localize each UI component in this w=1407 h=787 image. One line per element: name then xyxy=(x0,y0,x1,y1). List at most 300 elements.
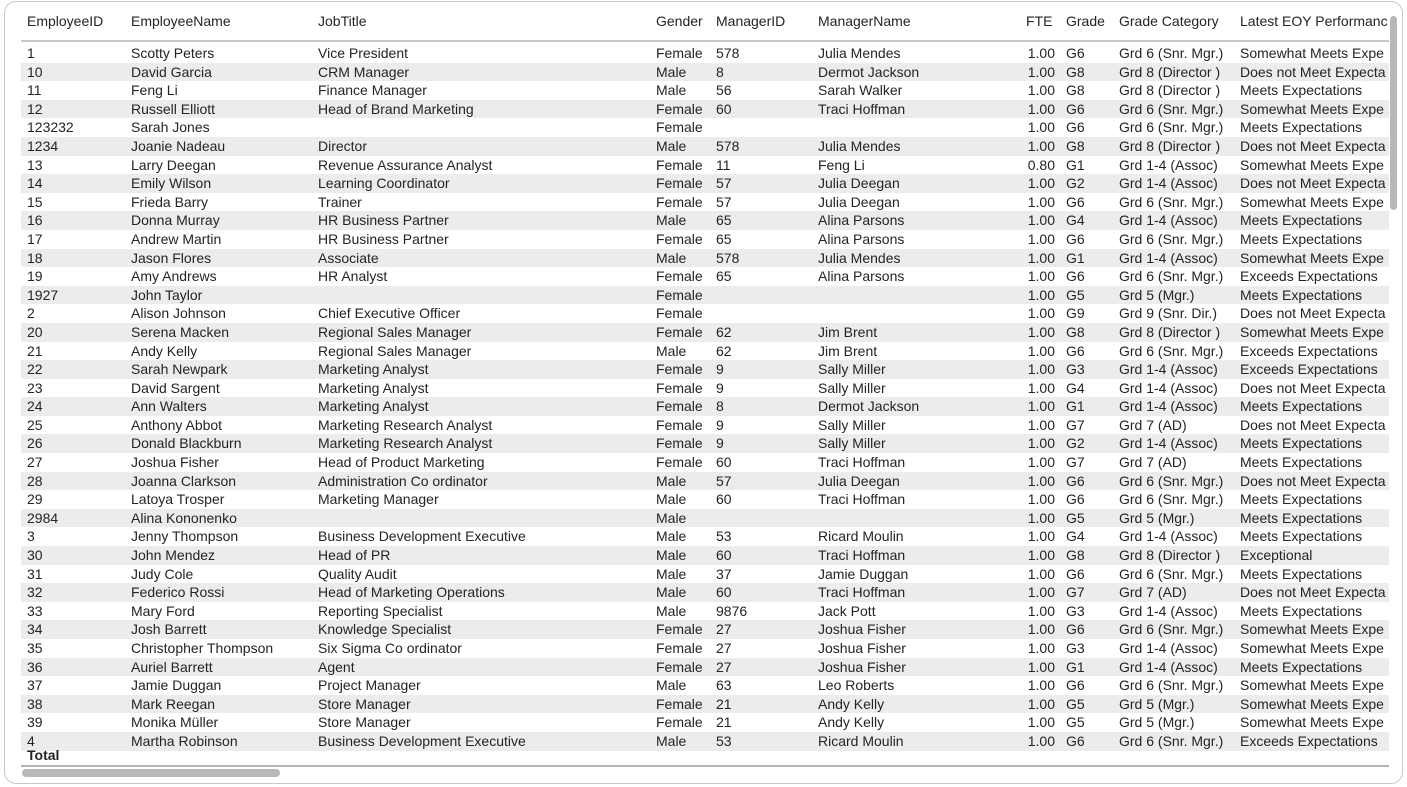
cell-fte: 1.00 xyxy=(1027,100,1055,117)
cell-employee-name: Monika Müller xyxy=(131,714,219,731)
cell-job-title: HR Analyst xyxy=(318,268,388,285)
cell-grade: G8 xyxy=(1066,63,1085,80)
cell-latest-eoy-performance: Somewhat Meets Expe xyxy=(1240,714,1384,731)
header-fte[interactable]: FTE xyxy=(1026,13,1053,29)
cell-manager-name: Traci Hoffman xyxy=(818,584,906,601)
table-row[interactable] xyxy=(21,44,1389,63)
table-row[interactable] xyxy=(21,676,1389,695)
cell-latest-eoy-performance: Somewhat Meets Expe xyxy=(1240,677,1384,694)
cell-manager-name: Jim Brent xyxy=(818,323,878,340)
cell-grade-category: Grd 6 (Snr. Mgr.) xyxy=(1119,732,1224,749)
cell-manager-name: Jack Pott xyxy=(818,602,876,619)
cell-employee-name: David Garcia xyxy=(131,63,212,80)
cell-gender: Female xyxy=(656,156,703,173)
cell-latest-eoy-performance: Meets Expectations xyxy=(1240,565,1363,582)
cell-grade: G1 xyxy=(1066,398,1085,415)
table-row[interactable] xyxy=(21,267,1389,286)
cell-manager-id: 56 xyxy=(716,82,732,99)
cell-manager-id: 60 xyxy=(716,454,732,471)
cell-fte: 1.00 xyxy=(1027,268,1055,285)
cell-grade-category: Grd 7 (AD) xyxy=(1119,584,1187,601)
cell-manager-id: 62 xyxy=(716,342,732,359)
cell-manager-id: 60 xyxy=(716,547,732,564)
cell-grade: G6 xyxy=(1066,342,1085,359)
cell-grade: G7 xyxy=(1066,584,1085,601)
table-row[interactable] xyxy=(21,193,1389,212)
header-manager-name[interactable]: ManagerName xyxy=(818,13,911,29)
cell-gender: Female xyxy=(656,454,703,471)
cell-employee-id: 20 xyxy=(27,323,43,340)
header-latest-eoy-performance[interactable]: Latest EOY Performanc xyxy=(1240,13,1388,29)
cell-latest-eoy-performance: Somewhat Meets Expe xyxy=(1240,45,1384,61)
cell-gender: Male xyxy=(656,565,687,582)
cell-employee-name: Russell Elliott xyxy=(131,100,216,117)
table-row[interactable] xyxy=(21,286,1389,305)
cell-gender: Female xyxy=(656,268,703,285)
cell-gender: Female xyxy=(656,323,703,340)
cell-latest-eoy-performance: Meets Expectations xyxy=(1240,435,1363,452)
cell-employee-name: Martha Robinson xyxy=(131,732,238,749)
cell-manager-id: 9 xyxy=(716,435,724,452)
cell-manager-name: Andy Kelly xyxy=(818,714,885,731)
cell-job-title: Head of Brand Marketing xyxy=(318,100,474,117)
cell-grade: G6 xyxy=(1066,230,1085,247)
cell-fte: 1.00 xyxy=(1027,230,1055,247)
cell-latest-eoy-performance: Meets Expectations xyxy=(1240,602,1363,619)
cell-gender: Female xyxy=(656,193,703,210)
cell-fte: 1.00 xyxy=(1027,528,1055,545)
cell-employee-name: Larry Deegan xyxy=(131,156,216,173)
cell-latest-eoy-performance: Meets Expectations xyxy=(1240,230,1363,247)
cell-grade: G4 xyxy=(1066,212,1085,229)
cell-grade-category: Grd 5 (Mgr.) xyxy=(1119,286,1195,303)
cell-manager-id: 65 xyxy=(716,212,732,229)
cell-fte: 1.00 xyxy=(1027,63,1055,80)
cell-grade-category: Grd 6 (Snr. Mgr.) xyxy=(1119,193,1224,210)
cell-latest-eoy-performance: Meets Expectations xyxy=(1240,398,1363,415)
cell-manager-name: Dermot Jackson xyxy=(818,398,920,415)
cell-manager-id: 27 xyxy=(716,658,732,675)
cell-job-title: Business Development Executive xyxy=(318,528,526,545)
cell-gender: Female xyxy=(656,640,703,656)
cell-grade-category: Grd 1-4 (Assoc) xyxy=(1119,212,1218,229)
cell-fte: 1.00 xyxy=(1027,137,1055,154)
cell-grade-category: Grd 6 (Snr. Mgr.) xyxy=(1119,119,1224,136)
cell-employee-id: 123232 xyxy=(27,119,74,136)
cell-manager-name: Traci Hoffman xyxy=(818,491,906,508)
cell-job-title: CRM Manager xyxy=(318,63,410,80)
cell-employee-name: Sarah Jones xyxy=(131,119,210,136)
cell-employee-id: 19 xyxy=(27,268,43,285)
cell-manager-name: Jim Brent xyxy=(818,342,878,359)
cell-manager-id: 53 xyxy=(716,732,732,749)
cell-latest-eoy-performance: Somewhat Meets Expe xyxy=(1240,249,1384,266)
cell-grade-category: Grd 6 (Snr. Mgr.) xyxy=(1119,100,1224,117)
cell-employee-name: Alison Johnson xyxy=(131,305,226,322)
table-row[interactable] xyxy=(21,342,1389,361)
cell-job-title: Regional Sales Manager xyxy=(318,323,472,340)
cell-latest-eoy-performance: Does not Meet Expecta xyxy=(1240,137,1386,154)
cell-manager-name: Traci Hoffman xyxy=(818,454,906,471)
cell-job-title: Marketing Research Analyst xyxy=(318,416,493,433)
cell-fte: 1.00 xyxy=(1027,45,1055,61)
cell-job-title: Store Manager xyxy=(318,695,411,712)
cell-grade-category: Grd 6 (Snr. Mgr.) xyxy=(1119,491,1224,508)
cell-grade: G1 xyxy=(1066,658,1085,675)
cell-fte: 1.00 xyxy=(1027,342,1055,359)
cell-gender: Male xyxy=(656,342,687,359)
cell-grade: G9 xyxy=(1066,305,1085,322)
table-row[interactable] xyxy=(21,174,1389,193)
cell-grade: G6 xyxy=(1066,472,1085,489)
total-row xyxy=(21,747,1389,767)
cell-gender: Male xyxy=(656,137,687,154)
cell-manager-id: 57 xyxy=(716,472,732,489)
cell-employee-id: 1 xyxy=(27,45,35,61)
cell-employee-id: 35 xyxy=(27,640,43,656)
table-row[interactable] xyxy=(21,565,1389,584)
cell-grade: G4 xyxy=(1066,528,1085,545)
cell-fte: 1.00 xyxy=(1027,305,1055,322)
cell-fte: 1.00 xyxy=(1027,602,1055,619)
cell-employee-id: 13 xyxy=(27,156,43,173)
cell-manager-name: Dermot Jackson xyxy=(818,63,920,80)
cell-job-title: Regional Sales Manager xyxy=(318,342,472,359)
cell-fte: 1.00 xyxy=(1027,658,1055,675)
cell-fte: 1.00 xyxy=(1027,286,1055,303)
cell-manager-name: Julia Mendes xyxy=(818,137,901,154)
cell-grade: G5 xyxy=(1066,714,1085,731)
cell-grade-category: Grd 5 (Mgr.) xyxy=(1119,714,1195,731)
table-row[interactable] xyxy=(21,63,1389,82)
table-row[interactable] xyxy=(21,100,1389,119)
cell-job-title: Head of Marketing Operations xyxy=(318,584,505,601)
cell-grade: G7 xyxy=(1066,416,1085,433)
cell-gender: Female xyxy=(656,100,703,117)
cell-manager-id: 27 xyxy=(716,640,732,656)
cell-manager-name: Feng Li xyxy=(818,156,865,173)
table-row[interactable] xyxy=(21,434,1389,453)
cell-employee-name: Latoya Trosper xyxy=(131,491,225,508)
cell-employee-id: 36 xyxy=(27,658,43,675)
table-header xyxy=(21,2,1389,42)
cell-latest-eoy-performance: Meets Expectations xyxy=(1240,509,1363,526)
cell-gender: Female xyxy=(656,175,703,192)
cell-fte: 1.00 xyxy=(1027,640,1055,656)
cell-employee-name: Jamie Duggan xyxy=(131,677,222,694)
cell-gender: Male xyxy=(656,491,687,508)
cell-grade: G6 xyxy=(1066,565,1085,582)
cell-employee-id: 3 xyxy=(27,528,35,545)
cell-latest-eoy-performance: Meets Expectations xyxy=(1240,454,1363,471)
cell-latest-eoy-performance: Somewhat Meets Expe xyxy=(1240,193,1384,210)
cell-fte: 1.00 xyxy=(1027,472,1055,489)
cell-manager-name: Sally Miller xyxy=(818,379,886,396)
cell-manager-name: Sarah Walker xyxy=(818,82,903,99)
table-row[interactable] xyxy=(21,713,1389,732)
cell-grade: G6 xyxy=(1066,119,1085,136)
table-row[interactable] xyxy=(21,527,1389,546)
cell-employee-name: Christopher Thompson xyxy=(131,640,274,656)
cell-gender: Female xyxy=(656,45,703,61)
cell-grade-category: Grd 9 (Snr. Dir.) xyxy=(1119,305,1218,322)
total-label: Total xyxy=(27,747,60,763)
cell-manager-id: 37 xyxy=(716,565,732,582)
cell-employee-id: 15 xyxy=(27,193,43,210)
table-row[interactable] xyxy=(21,583,1389,602)
cell-employee-id: 34 xyxy=(27,621,43,638)
table-row[interactable] xyxy=(21,472,1389,491)
cell-fte: 1.00 xyxy=(1027,379,1055,396)
table-row[interactable] xyxy=(21,156,1389,175)
cell-grade-category: Grd 5 (Mgr.) xyxy=(1119,695,1195,712)
cell-grade-category: Grd 1-4 (Assoc) xyxy=(1119,640,1218,656)
cell-job-title: HR Business Partner xyxy=(318,230,449,247)
table-row[interactable] xyxy=(21,509,1389,528)
cell-manager-id: 11 xyxy=(716,156,731,173)
header-employee-name[interactable]: EmployeeName xyxy=(131,13,231,29)
cell-employee-id: 18 xyxy=(27,249,43,266)
cell-grade: G8 xyxy=(1066,82,1085,99)
cell-manager-id: 65 xyxy=(716,230,732,247)
table-row[interactable] xyxy=(21,379,1389,398)
cell-latest-eoy-performance: Somewhat Meets Expe xyxy=(1240,695,1384,712)
cell-manager-id: 8 xyxy=(716,63,724,80)
cell-job-title: Administration Co ordinator xyxy=(318,472,488,489)
cell-manager-id: 21 xyxy=(716,695,732,712)
cell-grade: G2 xyxy=(1066,175,1085,192)
table-row[interactable] xyxy=(21,695,1389,714)
cell-employee-name: Joanie Nadeau xyxy=(131,137,226,154)
cell-gender: Female xyxy=(656,695,703,712)
cell-grade: G7 xyxy=(1066,454,1085,471)
cell-grade: G3 xyxy=(1066,602,1085,619)
cell-grade-category: Grd 8 (Director ) xyxy=(1119,82,1221,99)
header-grade-category[interactable]: Grade Category xyxy=(1119,13,1219,29)
cell-grade: G6 xyxy=(1066,268,1085,285)
cell-employee-name: Joshua Fisher xyxy=(131,454,219,471)
cell-manager-id: 21 xyxy=(716,714,732,731)
cell-employee-id: 22 xyxy=(27,361,43,378)
cell-job-title: Marketing Analyst xyxy=(318,361,429,378)
cell-employee-name: Anthony Abbot xyxy=(131,416,223,433)
cell-gender: Female xyxy=(656,230,703,247)
cell-gender: Male xyxy=(656,509,687,526)
cell-job-title: Associate xyxy=(318,249,379,266)
cell-manager-name: Sally Miller xyxy=(818,361,886,378)
cell-job-title: Vice President xyxy=(318,45,409,61)
cell-job-title: Marketing Analyst xyxy=(318,398,429,415)
cell-employee-name: Frieda Barry xyxy=(131,193,209,210)
cell-job-title: Marketing Research Analyst xyxy=(318,435,493,452)
cell-gender: Male xyxy=(656,82,687,99)
table-row[interactable] xyxy=(21,360,1389,379)
cell-gender: Female xyxy=(656,435,703,452)
cell-job-title: Head of Product Marketing xyxy=(318,454,485,471)
cell-employee-name: Mary Ford xyxy=(131,602,195,619)
cell-employee-name: Judy Cole xyxy=(131,565,194,582)
cell-manager-name: Ricard Moulin xyxy=(818,732,904,749)
header-job-title[interactable]: JobTitle xyxy=(318,13,367,29)
cell-employee-id: 17 xyxy=(27,230,43,247)
cell-employee-name: Amy Andrews xyxy=(131,268,217,285)
cell-employee-name: Auriel Barrett xyxy=(131,658,213,675)
cell-job-title: Learning Coordinator xyxy=(318,175,450,192)
cell-employee-name: Ann Walters xyxy=(131,398,207,415)
table-row[interactable] xyxy=(21,658,1389,677)
table-row[interactable] xyxy=(21,137,1389,156)
cell-manager-id: 578 xyxy=(716,249,740,266)
cell-latest-eoy-performance: Does not Meet Expecta xyxy=(1240,584,1386,601)
cell-manager-name: Sally Miller xyxy=(818,416,886,433)
cell-job-title: Trainer xyxy=(318,193,362,210)
cell-manager-name: Traci Hoffman xyxy=(818,100,906,117)
cell-gender: Male xyxy=(656,528,687,545)
header-manager-id[interactable]: ManagerID xyxy=(716,13,786,29)
cell-employee-id: 14 xyxy=(27,175,43,192)
cell-job-title: Head of PR xyxy=(318,547,391,564)
cell-latest-eoy-performance: Somewhat Meets Expe xyxy=(1240,640,1384,656)
table-row[interactable] xyxy=(21,118,1389,137)
cell-manager-name: Julia Mendes xyxy=(818,249,901,266)
cell-gender: Male xyxy=(656,677,687,694)
cell-employee-name: John Taylor xyxy=(131,286,203,303)
horizontal-scrollbar[interactable] xyxy=(22,769,280,777)
cell-latest-eoy-performance: Does not Meet Expecta xyxy=(1240,305,1386,322)
cell-fte: 1.00 xyxy=(1027,249,1055,266)
cell-fte: 1.00 xyxy=(1027,416,1055,433)
cell-employee-name: Jason Flores xyxy=(131,249,212,266)
cell-job-title: Chief Executive Officer xyxy=(318,305,461,322)
cell-latest-eoy-performance: Somewhat Meets Expe xyxy=(1240,621,1384,638)
cell-manager-id: 27 xyxy=(716,621,732,638)
table-row[interactable] xyxy=(21,81,1389,100)
table-row[interactable] xyxy=(21,453,1389,472)
table-row[interactable] xyxy=(21,304,1389,323)
cell-gender: Male xyxy=(656,212,687,229)
cell-employee-name: Alina Kononenko xyxy=(131,509,237,526)
cell-job-title: Agent xyxy=(318,658,355,675)
table-row[interactable] xyxy=(21,249,1389,268)
cell-latest-eoy-performance: Meets Expectations xyxy=(1240,119,1363,136)
cell-grade-category: Grd 6 (Snr. Mgr.) xyxy=(1119,472,1224,489)
cell-fte: 1.00 xyxy=(1027,361,1055,378)
cell-fte: 1.00 xyxy=(1027,491,1055,508)
cell-manager-id: 9876 xyxy=(716,602,748,619)
cell-employee-name: Federico Rossi xyxy=(131,584,225,601)
table-row[interactable] xyxy=(21,490,1389,509)
header-employee-id[interactable]: EmployeeID xyxy=(27,13,104,29)
cell-job-title: HR Business Partner xyxy=(318,212,449,229)
cell-employee-id: 16 xyxy=(27,212,43,229)
cell-employee-name: Donald Blackburn xyxy=(131,435,242,452)
cell-employee-name: Emily Wilson xyxy=(131,175,212,192)
cell-manager-name: Julia Deegan xyxy=(818,472,900,489)
table-row[interactable] xyxy=(21,323,1389,342)
cell-manager-id: 8 xyxy=(716,398,724,415)
cell-grade: G6 xyxy=(1066,621,1085,638)
table-row[interactable] xyxy=(21,620,1389,639)
cell-gender: Female xyxy=(656,361,703,378)
cell-fte: 1.00 xyxy=(1027,454,1055,471)
table-row[interactable] xyxy=(21,416,1389,435)
cell-latest-eoy-performance: Does not Meet Expecta xyxy=(1240,379,1386,396)
cell-job-title: Store Manager xyxy=(318,714,411,731)
table-row[interactable] xyxy=(21,639,1389,658)
cell-grade-category: Grd 6 (Snr. Mgr.) xyxy=(1119,45,1224,61)
cell-job-title: Revenue Assurance Analyst xyxy=(318,156,493,173)
cell-grade-category: Grd 6 (Snr. Mgr.) xyxy=(1119,677,1224,694)
cell-manager-id: 9 xyxy=(716,379,724,396)
cell-gender: Female xyxy=(656,416,703,433)
cell-grade-category: Grd 6 (Snr. Mgr.) xyxy=(1119,565,1224,582)
cell-latest-eoy-performance: Meets Expectations xyxy=(1240,212,1363,229)
cell-fte: 1.00 xyxy=(1027,119,1055,136)
table-visual xyxy=(4,1,1403,784)
header-gender[interactable]: Gender xyxy=(656,13,703,29)
cell-manager-name: Joshua Fisher xyxy=(818,640,906,656)
cell-gender: Male xyxy=(656,732,687,749)
cell-latest-eoy-performance: Does not Meet Expecta xyxy=(1240,416,1386,433)
table-row[interactable] xyxy=(21,230,1389,249)
cell-gender: Male xyxy=(656,584,687,601)
cell-fte: 1.00 xyxy=(1027,565,1055,582)
cell-grade: G8 xyxy=(1066,547,1085,564)
table-row[interactable] xyxy=(21,602,1389,621)
cell-manager-id: 9 xyxy=(716,361,724,378)
cell-fte: 1.00 xyxy=(1027,82,1055,99)
cell-grade-category: Grd 1-4 (Assoc) xyxy=(1119,175,1218,192)
cell-employee-id: 24 xyxy=(27,398,43,415)
cell-grade: G5 xyxy=(1066,286,1085,303)
cell-employee-id: 11 xyxy=(27,82,42,99)
cell-manager-id: 57 xyxy=(716,175,732,192)
table-row[interactable] xyxy=(21,397,1389,416)
cell-employee-name: Sarah Newpark xyxy=(131,361,228,378)
cell-grade-category: Grd 1-4 (Assoc) xyxy=(1119,398,1218,415)
cell-employee-id: 12 xyxy=(27,100,43,117)
table-row[interactable] xyxy=(21,211,1389,230)
cell-employee-id: 33 xyxy=(27,602,43,619)
cell-job-title: Business Development Executive xyxy=(318,732,526,749)
cell-grade-category: Grd 8 (Director ) xyxy=(1119,547,1221,564)
table-row[interactable] xyxy=(21,546,1389,565)
cell-latest-eoy-performance: Exceeds Expectations xyxy=(1240,732,1378,749)
cell-employee-id: 29 xyxy=(27,491,43,508)
cell-gender: Female xyxy=(656,621,703,638)
cell-employee-name: Andrew Martin xyxy=(131,230,222,247)
cell-latest-eoy-performance: Somewhat Meets Expe xyxy=(1240,156,1384,173)
cell-latest-eoy-performance: Meets Expectations xyxy=(1240,286,1363,303)
cell-employee-id: 23 xyxy=(27,379,43,396)
cell-manager-name: Joshua Fisher xyxy=(818,658,906,675)
cell-gender: Female xyxy=(656,119,703,136)
cell-employee-id: 28 xyxy=(27,472,43,489)
cell-employee-id: 37 xyxy=(27,677,43,694)
cell-job-title: Quality Audit xyxy=(318,565,397,582)
cell-fte: 1.00 xyxy=(1027,175,1055,192)
cell-latest-eoy-performance: Does not Meet Expecta xyxy=(1240,175,1386,192)
cell-fte: 1.00 xyxy=(1027,212,1055,229)
header-grade[interactable]: Grade xyxy=(1066,13,1105,29)
cell-manager-name: Traci Hoffman xyxy=(818,547,906,564)
vertical-scrollbar[interactable] xyxy=(1390,16,1397,210)
cell-employee-id: 2 xyxy=(27,305,35,322)
cell-grade: G5 xyxy=(1066,509,1085,526)
cell-grade: G6 xyxy=(1066,677,1085,694)
cell-employee-id: 10 xyxy=(27,63,43,80)
cell-fte: 1.00 xyxy=(1027,584,1055,601)
